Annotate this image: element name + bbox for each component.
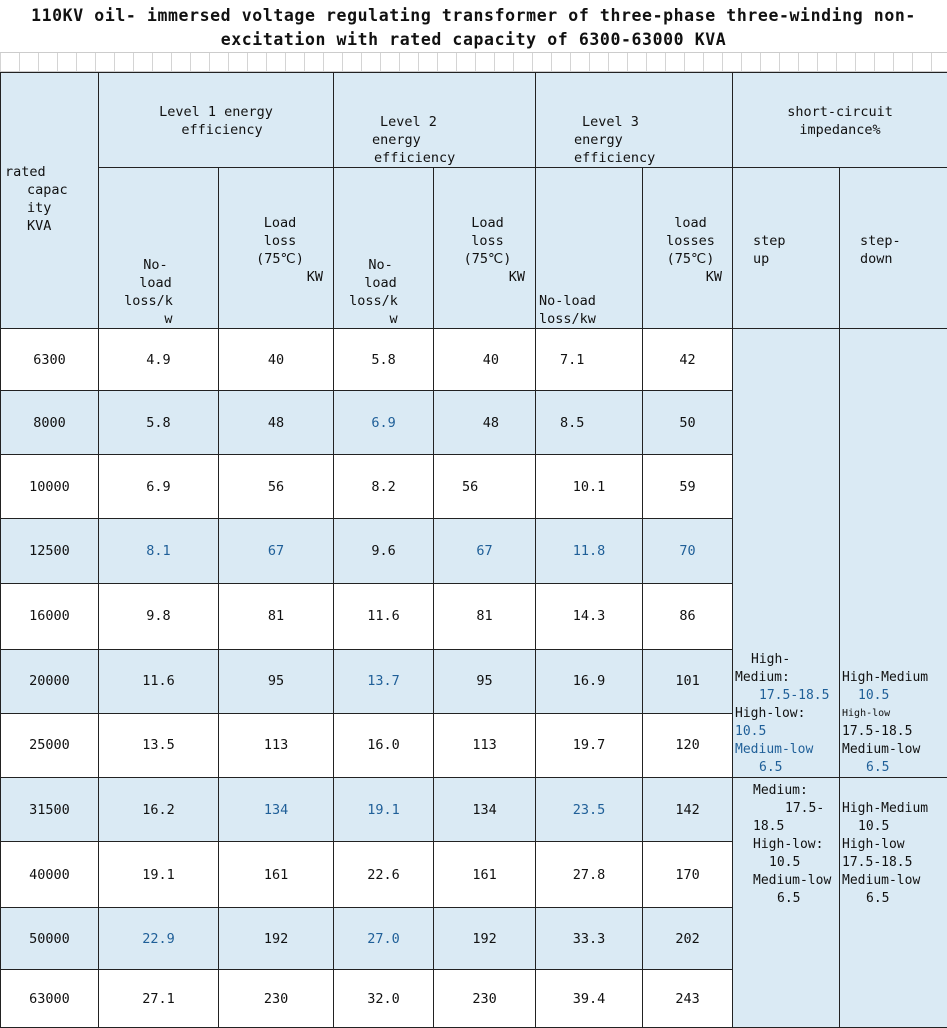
imp-line: 10.5 bbox=[842, 687, 947, 705]
load-l1-cell: 40 bbox=[219, 329, 334, 391]
ld2-line: (75℃) bbox=[450, 250, 525, 268]
header-short-circuit-impedance bbox=[733, 73, 947, 168]
title-line-1: 110KV oil- immersed voltage regulating transformer of three-phase three-winding non- bbox=[31, 6, 916, 25]
rated-line: ity bbox=[5, 199, 98, 217]
rated-line: capac bbox=[5, 181, 98, 199]
load-l3-cell: 142 bbox=[643, 778, 733, 842]
load-l3-cell: 42 bbox=[643, 329, 733, 391]
header-load-l1 bbox=[219, 168, 334, 329]
nl2-line: w bbox=[334, 310, 413, 328]
noload-l1-cell: 22.9 bbox=[99, 908, 219, 970]
capacity-cell: 8000 bbox=[1, 391, 99, 455]
imp-line: High-low: bbox=[735, 705, 839, 723]
ld3-line: KW bbox=[659, 268, 722, 286]
capacity-cell: 6300 bbox=[1, 329, 99, 391]
noload-l3-cell: 39.4 bbox=[536, 970, 643, 1028]
capacity-cell: 12500 bbox=[1, 519, 99, 583]
header-load-l2 bbox=[434, 168, 536, 329]
imp-line: 6.5 bbox=[735, 890, 839, 908]
imp-line: High- bbox=[735, 651, 839, 669]
load-l1-cell: 161 bbox=[219, 842, 334, 908]
load-l3-cell: 243 bbox=[643, 970, 733, 1028]
load-l3-cell: 120 bbox=[643, 713, 733, 777]
noload-l2-cell: 5.8 bbox=[334, 329, 434, 391]
noload-l3-cell: 10.1 bbox=[536, 455, 643, 519]
noload-l2-cell: 11.6 bbox=[334, 583, 434, 649]
capacity-cell: 16000 bbox=[1, 583, 99, 649]
transformer-spec-table bbox=[0, 72, 947, 1028]
nl1-line: load bbox=[99, 274, 198, 292]
load-l2-cell: 67 bbox=[434, 519, 536, 583]
imp-line: High-low bbox=[842, 836, 947, 854]
noload-l2-cell: 16.0 bbox=[334, 713, 434, 777]
rated-line: KVA bbox=[5, 217, 98, 235]
header-level-2 bbox=[334, 73, 536, 168]
noload-l1-cell: 16.2 bbox=[99, 778, 219, 842]
imp-line: High-low: bbox=[735, 836, 839, 854]
imp-line: 6.5 bbox=[735, 759, 839, 777]
header-rated-capacity bbox=[1, 73, 99, 329]
header-load-l3 bbox=[643, 168, 733, 329]
load-l2-cell: 113 bbox=[434, 713, 536, 777]
imp-line: Medium-low bbox=[735, 741, 839, 759]
imp-line: 6.5 bbox=[842, 759, 947, 777]
noload-l1-cell: 5.8 bbox=[99, 391, 219, 455]
load-l2-cell: 95 bbox=[434, 649, 536, 713]
header-step-down bbox=[840, 168, 947, 329]
load-l2-cell: 230 bbox=[434, 970, 536, 1028]
ld3-line: load bbox=[659, 214, 722, 232]
spreadsheet-grid-strip bbox=[0, 52, 947, 72]
imp-line: Medium: bbox=[735, 669, 839, 687]
noload-l2-cell: 32.0 bbox=[334, 970, 434, 1028]
table-row bbox=[1, 329, 947, 391]
load-l3-cell: 170 bbox=[643, 842, 733, 908]
title-line-2: excitation with rated capacity of 6300-63000 KVA bbox=[221, 30, 727, 49]
load-l2-cell: 134 bbox=[434, 778, 536, 842]
noload-l1-cell: 11.6 bbox=[99, 649, 219, 713]
impedance-step-down-upper bbox=[840, 329, 947, 778]
stepup-line: up bbox=[753, 250, 839, 268]
noload-l3-cell: 8.5 bbox=[536, 391, 643, 455]
capacity-cell: 63000 bbox=[1, 970, 99, 1028]
load-l1-cell: 134 bbox=[219, 778, 334, 842]
level1-line: Level 1 energy bbox=[99, 103, 333, 121]
level3-line: efficiency bbox=[574, 149, 732, 167]
table-row bbox=[1, 778, 947, 842]
load-l2-cell: 48 bbox=[434, 391, 536, 455]
noload-l2-cell: 19.1 bbox=[334, 778, 434, 842]
noload-l3-cell: 14.3 bbox=[536, 583, 643, 649]
noload-l1-cell: 27.1 bbox=[99, 970, 219, 1028]
load-l3-cell: 202 bbox=[643, 908, 733, 970]
noload-l2-cell: 13.7 bbox=[334, 649, 434, 713]
load-l1-cell: 230 bbox=[219, 970, 334, 1028]
header-step-up bbox=[733, 168, 840, 329]
nl2-line: loss/k bbox=[334, 292, 413, 310]
header-noload-l2 bbox=[334, 168, 434, 329]
capacity-cell: 20000 bbox=[1, 649, 99, 713]
load-l2-cell: 56 bbox=[434, 455, 536, 519]
capacity-cell: 10000 bbox=[1, 455, 99, 519]
ld3-line: losses bbox=[659, 232, 722, 250]
impedance-step-up-lower bbox=[733, 778, 840, 1028]
ld1-line: (75℃) bbox=[237, 250, 323, 268]
nl1-line: w bbox=[99, 310, 198, 328]
load-l1-cell: 56 bbox=[219, 455, 334, 519]
nl2-line: load bbox=[334, 274, 413, 292]
noload-l3-cell: 11.8 bbox=[536, 519, 643, 583]
level2-line: energy bbox=[372, 131, 535, 149]
stepdown-line: down bbox=[860, 250, 947, 268]
header-level-1 bbox=[99, 73, 334, 168]
noload-l2-cell: 6.9 bbox=[334, 391, 434, 455]
ld1-line: KW bbox=[237, 268, 323, 286]
impedance-line: impedance% bbox=[733, 121, 947, 139]
noload-l2-cell: 22.6 bbox=[334, 842, 434, 908]
noload-l2-cell: 8.2 bbox=[334, 455, 434, 519]
load-l1-cell: 113 bbox=[219, 713, 334, 777]
imp-line: Medium-low bbox=[842, 741, 947, 759]
imp-line: High-Medium bbox=[842, 669, 947, 687]
load-l3-cell: 86 bbox=[643, 583, 733, 649]
load-l2-cell: 161 bbox=[434, 842, 536, 908]
stepup-line: step bbox=[753, 232, 839, 250]
imp-line: Medium-low bbox=[842, 872, 947, 890]
load-l1-cell: 95 bbox=[219, 649, 334, 713]
imp-line: Medium: bbox=[735, 782, 839, 800]
level2-line: efficiency bbox=[372, 149, 535, 167]
level2-line: Level 2 bbox=[372, 113, 535, 131]
ld1-line: Load bbox=[237, 214, 323, 232]
impedance-step-up-upper bbox=[733, 329, 840, 778]
ld2-line: loss bbox=[450, 232, 525, 250]
load-l2-cell: 40 bbox=[434, 329, 536, 391]
capacity-cell: 31500 bbox=[1, 778, 99, 842]
noload-l1-cell: 19.1 bbox=[99, 842, 219, 908]
noload-l3-cell: 23.5 bbox=[536, 778, 643, 842]
imp-line: 17.5- bbox=[735, 800, 839, 818]
noload-l3-cell: 16.9 bbox=[536, 649, 643, 713]
imp-line: 10.5 bbox=[735, 723, 839, 741]
nl1-line: loss/k bbox=[99, 292, 198, 310]
load-l1-cell: 192 bbox=[219, 908, 334, 970]
noload-l2-cell: 9.6 bbox=[334, 519, 434, 583]
noload-l3-cell: 19.7 bbox=[536, 713, 643, 777]
nl3-line: loss/kw bbox=[539, 310, 642, 328]
noload-l1-cell: 6.9 bbox=[99, 455, 219, 519]
imp-line: 17.5-18.5 bbox=[842, 854, 947, 872]
impedance-line: short-circuit bbox=[733, 103, 947, 121]
imp-line: 17.5-18.5 bbox=[735, 687, 839, 705]
noload-l3-cell: 33.3 bbox=[536, 908, 643, 970]
imp-line: 17.5-18.5 bbox=[842, 723, 947, 741]
ld1-line: loss bbox=[237, 232, 323, 250]
stepdown-line: step- bbox=[860, 232, 947, 250]
header-noload-l1 bbox=[99, 168, 219, 329]
noload-l3-cell: 7.1 bbox=[536, 329, 643, 391]
load-l3-cell: 50 bbox=[643, 391, 733, 455]
load-l3-cell: 101 bbox=[643, 649, 733, 713]
load-l1-cell: 48 bbox=[219, 391, 334, 455]
load-l2-cell: 81 bbox=[434, 583, 536, 649]
noload-l2-cell: 27.0 bbox=[334, 908, 434, 970]
ld2-line: Load bbox=[450, 214, 525, 232]
level1-line: efficiency bbox=[99, 121, 333, 139]
rated-line: rated bbox=[5, 163, 98, 181]
capacity-cell: 50000 bbox=[1, 908, 99, 970]
noload-l1-cell: 9.8 bbox=[99, 583, 219, 649]
imp-line: 6.5 bbox=[842, 890, 947, 908]
document-title bbox=[0, 0, 947, 52]
header-level-3 bbox=[536, 73, 733, 168]
noload-l1-cell: 4.9 bbox=[99, 329, 219, 391]
capacity-cell: 25000 bbox=[1, 713, 99, 777]
imp-line: High-Medium bbox=[842, 800, 947, 818]
ld3-line: (75℃) bbox=[659, 250, 722, 268]
ld2-line: KW bbox=[450, 268, 525, 286]
noload-l3-cell: 27.8 bbox=[536, 842, 643, 908]
imp-line: 10.5 bbox=[842, 818, 947, 836]
imp-line: High-low bbox=[842, 705, 947, 723]
impedance-step-down-lower bbox=[840, 778, 947, 1028]
load-l2-cell: 192 bbox=[434, 908, 536, 970]
imp-line: 18.5 bbox=[735, 818, 839, 836]
nl1-line: No- bbox=[99, 256, 198, 274]
capacity-cell: 40000 bbox=[1, 842, 99, 908]
load-l1-cell: 81 bbox=[219, 583, 334, 649]
imp-line: 10.5 bbox=[735, 854, 839, 872]
noload-l1-cell: 8.1 bbox=[99, 519, 219, 583]
nl2-line: No- bbox=[334, 256, 413, 274]
noload-l1-cell: 13.5 bbox=[99, 713, 219, 777]
load-l3-cell: 70 bbox=[643, 519, 733, 583]
level3-line: Level 3 bbox=[574, 113, 732, 131]
load-l1-cell: 67 bbox=[219, 519, 334, 583]
header-noload-l3 bbox=[536, 168, 643, 329]
load-l3-cell: 59 bbox=[643, 455, 733, 519]
level3-line: energy bbox=[574, 131, 732, 149]
nl3-line: No-load bbox=[539, 292, 642, 310]
imp-line: Medium-low bbox=[735, 872, 839, 890]
